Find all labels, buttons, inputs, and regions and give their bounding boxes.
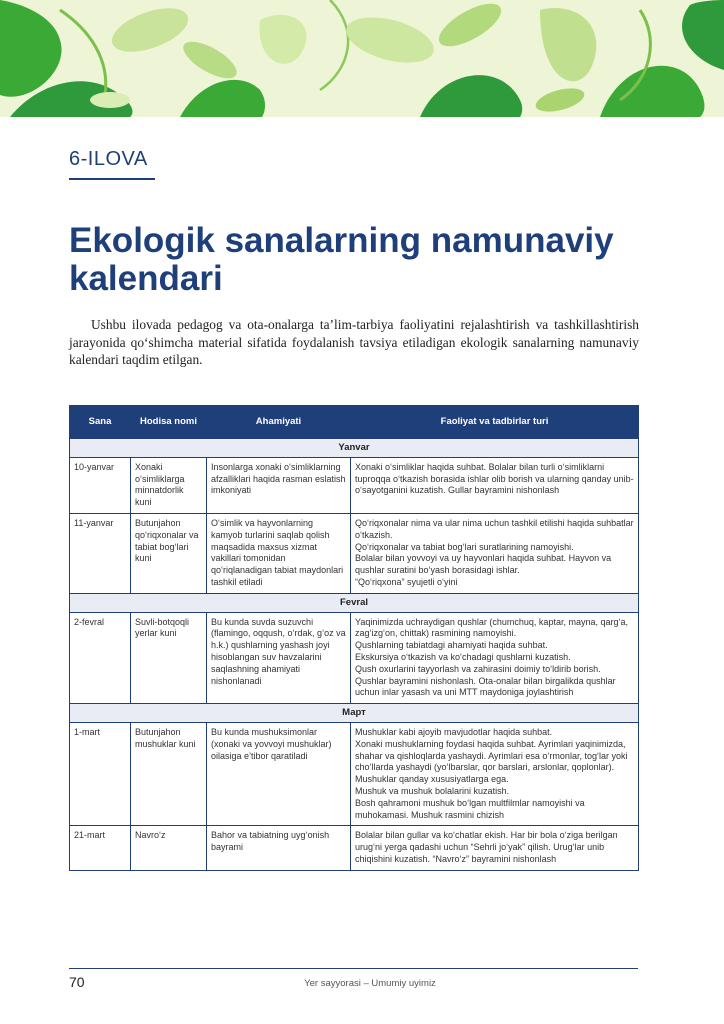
appendix-underline: [69, 178, 155, 180]
importance-cell: Bu kunda mushuksimonlar (xonaki va yovvoyi mushuklar) oilasiga e’tibor qaratiladi: [207, 722, 351, 825]
importance-cell: O‘simlik va hayvonlarning kamyob turlarini saqlab qolish maqsadida maxsus xizmat vakillari tomonidan qo‘riqlanadigan tabiat maydonlari tashkil etiladi: [207, 513, 351, 593]
importance-cell: Bu kunda suvda suzuvchi (flamingo, oqqush, o‘rdak, g‘oz va h.k.) qushlarning yashash joyi hisoblangan suv havzalarini saqlashning ahamiyati nishonlanadi: [207, 612, 351, 704]
intro-paragraph: Ushbu ilovada pedagog va ota-onalarga ta’lim-tarbiya faoliyatini rejalashtirish va tashkillashtirish jarayonida qo‘shimcha material sifatida foydalanish tavsiya etiladigan ekologik sanalarning namunaviy kalendari taqdim etilgan.: [69, 317, 639, 367]
activities-cell: [351, 722, 639, 825]
activity-line: “Qo‘riqxona” syujetli o‘yini: [355, 576, 458, 587]
importance-cell: Insonlarga xonaki o‘simliklarning afzalliklari haqida rasman eslatish imkoniyati: [207, 457, 351, 513]
date-cell: 11-yanvar: [70, 513, 131, 593]
header-activities: Faoliyat va tadbirlar turi: [351, 406, 639, 439]
event-cell: Navro‘z: [131, 826, 207, 870]
activities-cell: [351, 513, 639, 593]
activity-line: Bosh qahramoni mushuk bo‘lgan multfilmlar namoyishi va muhokamasi. Mushuk rasmini chizish: [355, 797, 585, 820]
event-cell: Butunjahon mushuklar kuni: [131, 722, 207, 825]
activity-line: Xonaki o‘simliklar haqida suhbat. Bolalar bilan turli o‘simliklarni tuproqqa o‘tkazish borasida ishlar olib borish va ularning qanday unib-o‘sayotganini kuzatish. Gullar bayramini nishonlash: [355, 461, 634, 496]
activities-cell: [351, 457, 639, 513]
date-cell: 2-fevral: [70, 612, 131, 704]
activity-line: Qushlarning tabiatdagi ahamiyati haqida suhbat.: [355, 640, 548, 651]
date-cell: 10-yanvar: [70, 457, 131, 513]
event-cell: Butunjahon qo‘riqxonalar va tabiat bog‘lari kuni: [131, 513, 207, 593]
table-row: [70, 513, 639, 593]
activity-line: Bolalar bilan yovvoyi va uy hayvonlari haqida suhbat. Hayvon va qushlar suratini bo‘yash borasidagi ishlar.: [355, 553, 612, 576]
ecological-calendar-table: [69, 405, 639, 871]
activity-line: Ekskursiya o‘tkazish va ko‘chadagi qushlarni kuzatish.: [355, 651, 571, 662]
activity-line: Bolalar bilan gullar va ko‘chatlar ekish. Har bir bola o‘ziga berilgan urug‘ni yerga qadashi uchun “Sehrli jo‘yak” qilish. Urug‘lar unib chiqishini kuzatish. “Navro‘z” bayramini nishonlash: [355, 830, 618, 864]
header-importance: Ahamiyati: [207, 406, 351, 439]
activity-line: Mushuklar kabi ajoyib mavjudotlar haqida suhbat.: [355, 726, 553, 737]
page-title: Ekologik sanalarning namunaviy kalendari: [69, 221, 614, 298]
month-row-fevral: Fevral: [70, 593, 639, 612]
activity-line: Mushuk va mushuk bolalarini kuzatish.: [355, 785, 510, 796]
activity-line: Qo‘riqxonalar nima va ular nima uchun tashkil etilishi haqida suhbatlar o‘tkazish.: [355, 517, 634, 540]
activity-line: Mushuklar qanday xususiyatlarga ega.: [355, 774, 509, 785]
page-number: 70: [69, 974, 85, 990]
header-event: Hodisa nomi: [131, 406, 207, 439]
table-row: [70, 826, 639, 870]
table-header-row: [70, 406, 639, 439]
appendix-label: 6-ILOVA: [69, 148, 148, 170]
activity-line: Qushlar bayramini nishonlash. Ota-onalar bilan birgalikda qushlar uchun inlar yasash va uni MTT maydoniga joylashtirish: [355, 675, 616, 698]
event-cell: Suvli-botqoqli yerlar kuni: [131, 612, 207, 704]
activities-cell: [351, 826, 639, 870]
importance-cell: Bahor va tabiatning uyg‘onish bayrami: [207, 826, 351, 870]
table-row: [70, 612, 639, 704]
footer-divider: [69, 968, 638, 969]
activity-line: Qo‘riqxonalar va tabiat bog‘lari suratlarining namoyishi.: [355, 541, 574, 552]
date-cell: 21-mart: [70, 826, 131, 870]
activities-cell: [351, 612, 639, 704]
decorative-leaf-banner: [0, 0, 724, 117]
table-row: [70, 457, 639, 513]
activity-line: Qush oxurlarini tayyorlash va zahirasini doimiy to‘ldirib borish.: [355, 663, 601, 674]
event-cell: Xonaki o‘simliklarga minnatdorlik kuni: [131, 457, 207, 513]
footer-book-title: Yer sayyorasi – Umumiy uyimiz: [304, 978, 436, 989]
header-date: Sana: [70, 406, 131, 439]
table-row: [70, 722, 639, 825]
activity-line: Yaqinimizda uchraydigan qushlar (chumchuq, kaptar, mayna, qarg‘a, zag‘izg‘on, chittak) rasmining namoyishi.: [355, 616, 628, 639]
month-row-mart: Март: [70, 704, 639, 723]
activity-line: Xonaki mushuklarning foydasi haqida suhbat. Ayrimlari yaqinimizda, shahar va qishloqlarda yashaydi. Ayrimlari esa o‘rmonlar, tog‘lar yoki cho‘llarda yashaydi (yo‘lbarslar, qor barslari, arslonlar, qoplonlar).: [355, 738, 628, 773]
date-cell: 1-mart: [70, 722, 131, 825]
month-row-yanvar: Yanvar: [70, 439, 639, 458]
leaf-decoration-icon: [0, 0, 724, 117]
